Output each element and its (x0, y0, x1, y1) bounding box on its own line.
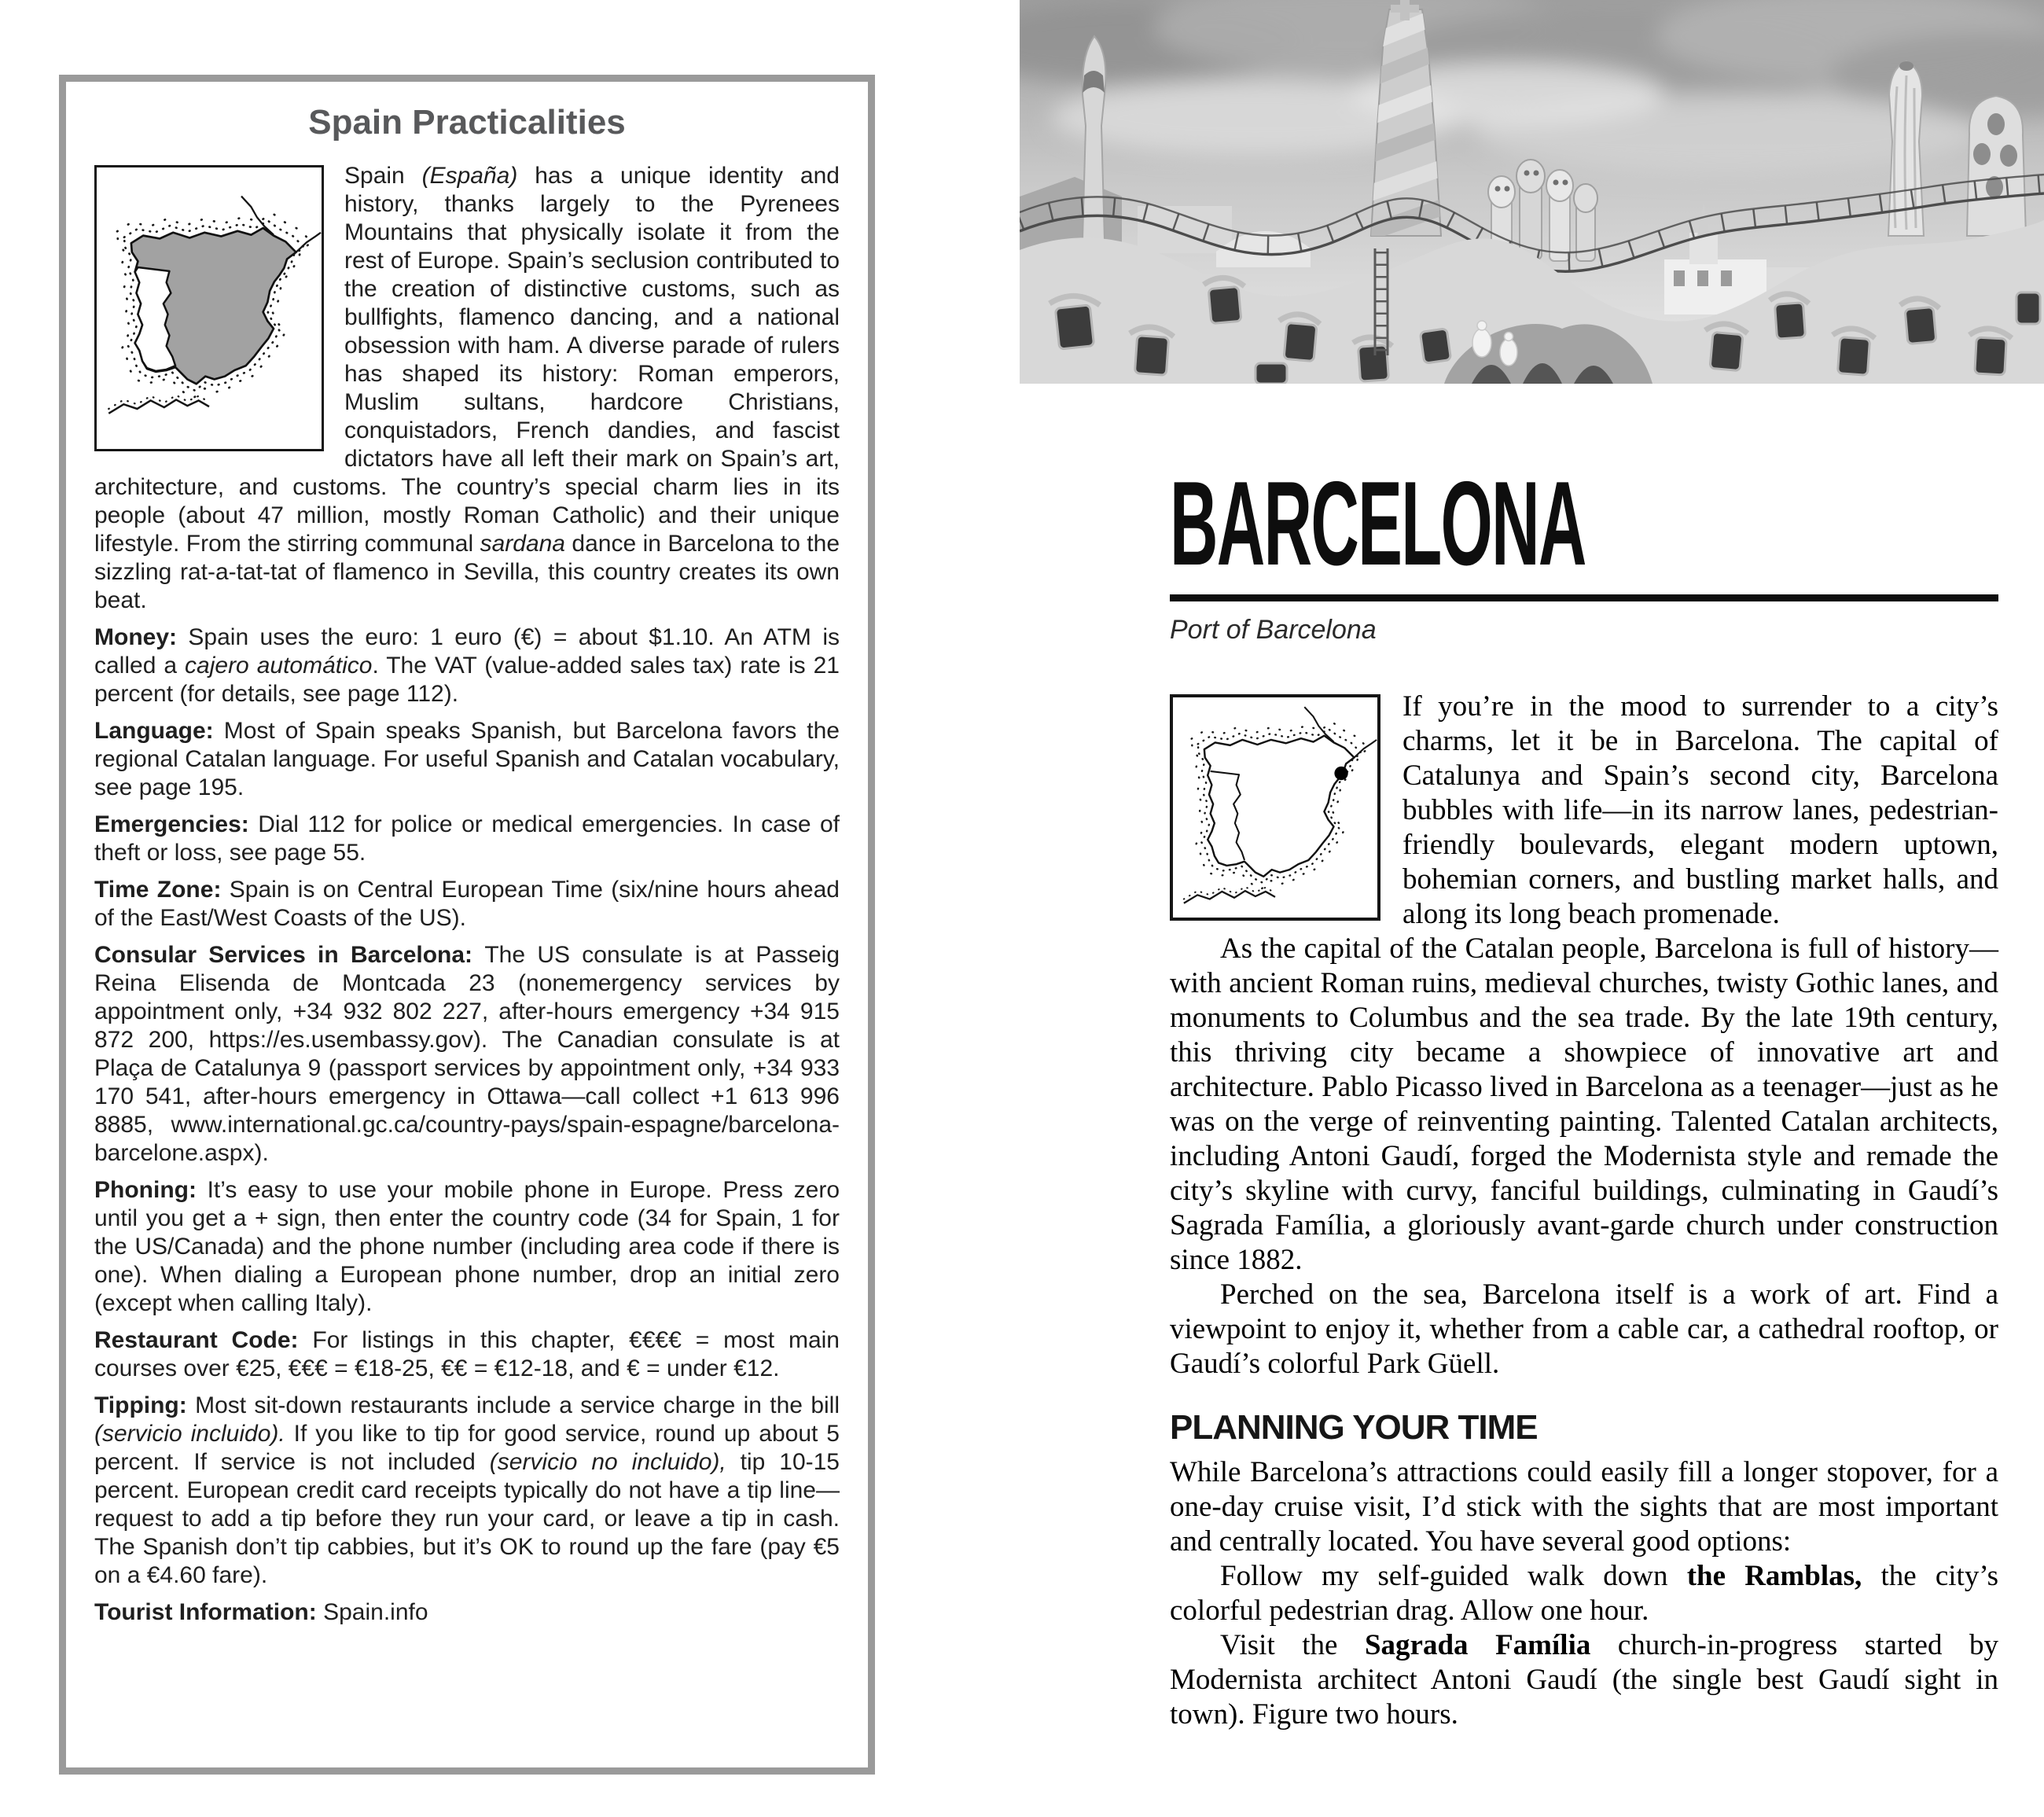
phoning-paragraph: Phoning: It’s easy to use your mobile phone in Europe. Press zero until you get a + sign, then enter the country code (34 for Spain, 1 for the US/Canada) and the phone number (including area code if there is one). When dialing a European phone number, drop an initial zero (except when calling Italy). (94, 1177, 840, 1316)
spain-map-icon (94, 165, 324, 451)
helmet-chimney (1083, 36, 1106, 240)
barcelona-chapter (1170, 458, 1998, 1732)
patio-arch-windows (1472, 363, 1613, 384)
chapter-body (1170, 690, 1998, 1732)
spain-practicalities-box (59, 75, 875, 1775)
chapter-title: BARCELONA (1170, 457, 1586, 590)
tipping-paragraph: Tipping: Most sit-down restaurants include a service charge in the bill (servicio incluido). If you like to tip for good service, round up about 5 percent. If service is not included (servicio no incluido), tip 10-15 percent. European credit card receipts typically do not have a tip line—request to add a tip before they run your card, or leave a tip in cash. The Spanish don’t tip cabbies, but it’s OK to round up the fare (pay €5 on a €4.60 fare). (94, 1392, 840, 1588)
restaurant-code-paragraph: Restaurant Code: For listings in this chapter, €€€€ = most main courses over €25, €€€ = €18-25, €€ = €12-18, and € = under €12. (94, 1327, 840, 1381)
money-paragraph: Money: Spain uses the euro: 1 euro (€) = about $1.10. An ATM is called a cajero automático. The VAT (value-added sales tax) rate is 21 percent (for details, see page 112). (94, 624, 840, 707)
time-zone-paragraph: Time Zone: Spain is on Central European Time (six/nine hours ahead of the East/West Coasts of the US). (94, 877, 840, 931)
planning-intro-paragraph: While Barcelona’s attractions could easily fill a longer stopover, for a one-day cruise visit, I’d stick with the sights that are most important and centrally located. You have several good options: (1170, 1456, 1998, 1558)
barcelona-map-icon (1170, 694, 1380, 921)
chapter-history-paragraph: As the capital of the Catalan people, Barcelona is full of history—with ancient Roman ruins, medieval churches, twisty Gothic lanes, and monuments to Columbus and the sea trade. By the late 19th century, this thriving city became a showpiece of innovative art and architecture. Pablo Picasso lived in Barcelona as a teenager—just as he was on the verge of reinventing painting. Talented Catalan architects, including Antoni Gaudí, forged the Modernista style and remade the city’s skyline with curvy, fanciful buildings, culminating in Gaudí’s Sagrada Família, a gloriously avant-garde church under construction since 1882. (1170, 932, 1998, 1276)
sagrada-paragraph: Visit the Sagrada Família church-in-progress started by Modernista architect Antoni Gaudí (the single best Gaudí sight in town). Figure two hours. (1170, 1629, 1998, 1731)
language-paragraph: Language: Most of Spain speaks Spanish, but Barcelona favors the regional Catalan language. For useful Spanish and Catalan vocabulary, see page 195. (94, 718, 840, 800)
africa-coast-line (1184, 891, 1275, 903)
chapter-intro-paragraph: If you’re in the mood to surrender to a city’s charms, let it be in Barcelona. The capital of Catalunya and Spain’s second city, Barcelona bubbles with life—in its narrow lanes, pedestrian-friendly boulevards, elegant modern uptown, bohemian corners, and bustling market halls, and along its long beach promenade. (1402, 690, 1998, 930)
practicalities-body (94, 162, 840, 1627)
planning-your-time-header: PLANNING YOUR TIME (1170, 1408, 1538, 1447)
ramblas-paragraph: Follow my self-guided walk down the Ramblas, the city’s colorful pedestrian drag. Allow one hour. (1170, 1560, 1998, 1627)
chapter-perched-paragraph: Perched on the sea, Barcelona itself is a work of art. Find a viewpoint to enjoy it, whether from a cable car, a cathedral rooftop, or Gaudí’s colorful Park Güell. (1170, 1278, 1998, 1380)
emergencies-paragraph: Emergencies: Dial 112 for police or medical emergencies. In case of theft or loss, see page 55. (94, 811, 840, 866)
africa-coast-line (108, 399, 209, 413)
casa-mila-rooftop-photo (1020, 0, 2044, 384)
barcelona-dot (1334, 767, 1347, 780)
lattice-chimney-far-right (1967, 96, 2026, 236)
intro-paragraph: Spain (España) has a unique identity and history, thanks largely to the Pyrenees Mountains that physically isolate it from the rest of Europe. Spain’s seclusion contributed to the creation of distinctive customs, such as bullfights, flamenco dancing, and a national obsession with ham. A diverse parade of rulers has shaped its history: Roman emperors, Muslim sultans, hardcore Christians, conquistadors, French dandies, and fascist dictators have all left their mark on Spain’s art, architecture, and customs. The country’s special charm lies in its people (about 47 million, mostly Roman Catholic) and their unique lifestyle. From the stirring communal sardana dance in Barcelona to the sizzling rat-a-tat-tat of flamenco in Sevilla, this country creates its own beat. (94, 163, 840, 613)
title-rule (1170, 594, 1998, 601)
practicalities-title: Spain Practicalities (308, 103, 626, 142)
tourist-info-paragraph: Tourist Information: Spain.info (94, 1599, 428, 1625)
consular-paragraph: Consular Services in Barcelona: The US consulate is at Passeig Reina Elisenda de Montcada 23 (nonemergency services by appointment only, +34 932 802 227, after-hours emergency +34 915 872 200, https://es.usembassy.gov). The Canadian consulate is at Plaça de Catalunya 9 (passport services by appointment only, +34 933 170 541, after-hours emergency in Ottawa—call collect +1 613 996 8885, www.international.gc.ca/country-pays/spain-espagne/barcelona-barcelone.aspx). (94, 942, 840, 1166)
port-subtitle: Port of Barcelona (1170, 615, 1377, 645)
